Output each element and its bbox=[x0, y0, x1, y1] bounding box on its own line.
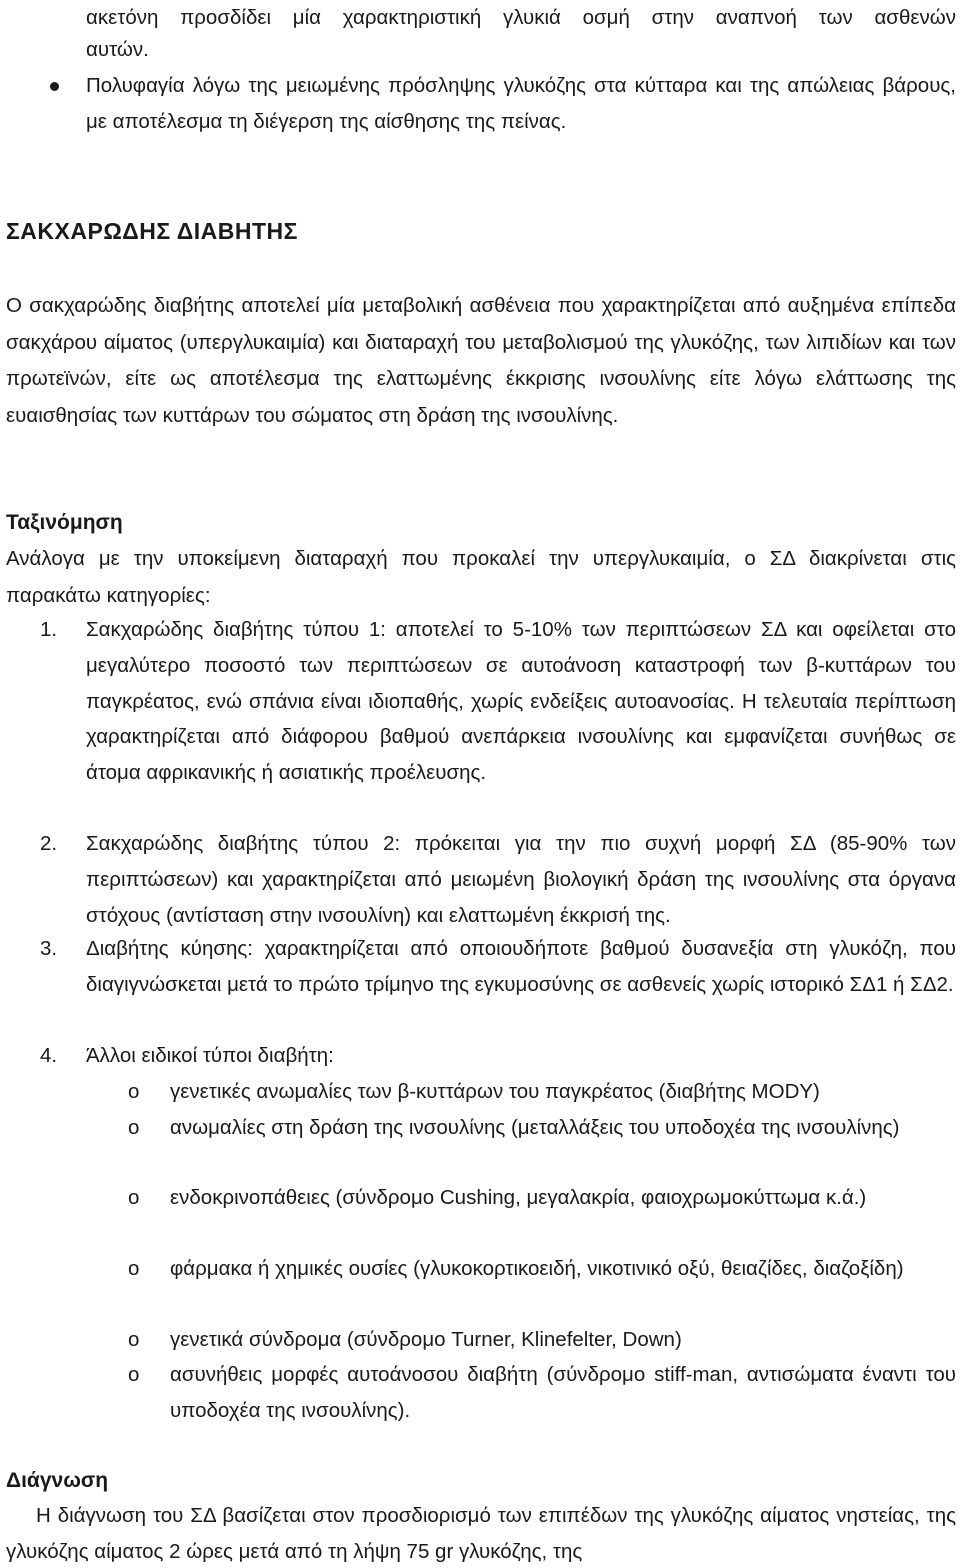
list-item-number: 3. bbox=[40, 937, 58, 960]
intro-line-1: ακετόνη προσδίδει μία χαρακτηριστική γλυκιά οσμή στην αναπνοή των ασθενών bbox=[86, 6, 956, 29]
sublist-item-text: ανωμαλίες στη δράση της ινσουλίνης (μεταλλάξεις του υποδοχέα της ινσουλίνης) bbox=[170, 1116, 900, 1139]
diagnosis-title: Διάγνωση bbox=[6, 1469, 109, 1492]
classification-title: Ταξινόμηση bbox=[6, 511, 123, 534]
list-item-number: 4. bbox=[40, 1044, 58, 1067]
circle-bullet-icon: o bbox=[128, 1186, 140, 1209]
list-item-text: Σακχαρώδης διαβήτης τύπου 1: αποτελεί το 5-10% των περιπτώσεων ΣΔ και οφείλεται στο μεγαλύτερο ποσοστό των περιπτώσεων σε αυτοάνοση καταστροφή των β-κυττάρων του παγκρέατος, ενώ σπάνια είναι ιδιοπαθής, χωρίς ενδείξεις αυτοανοσίας. Η τελευταία περίπτωση χαρακτηρίζεται από διάφορου βαθμού ανεπάρκεια ινσουλίνης και εμφανίζεται συνήθως σε άτομα αφρικανικής ή ασιατικής προέλευσης. bbox=[86, 618, 956, 785]
list-item-number: 1. bbox=[40, 618, 58, 641]
circle-bullet-icon: o bbox=[128, 1257, 140, 1280]
page-title: ΣΑΚΧΑΡΩΔΗΣ ΔΙΑΒΗΤΗΣ bbox=[6, 218, 298, 244]
sublist-item-text: γενετικά σύνδρομα (σύνδρομο Turner, Klinefelter, Down) bbox=[170, 1328, 682, 1351]
circle-bullet-icon: o bbox=[128, 1116, 140, 1139]
list-item-text: Άλλοι ειδικοί τύποι διαβήτη: bbox=[86, 1044, 334, 1067]
sublist-item-text: φάρμακα ή χημικές ουσίες (γλυκοκορτικοειδή, νικοτινικό οξύ, θειαζίδες, διαζοξίδη) bbox=[170, 1257, 904, 1280]
list-item-text: Διαβήτης κύησης: χαρακτηρίζεται από οποιουδήποτε βαθμού δυσανεξία στη γλυκόζη, που διαγιγνώσκεται μετά το πρώτο τρίμηνο της εγκυμοσύνης σε ασθενείς χωρίς ιστορικό ΣΔ1 ή ΣΔ2. bbox=[86, 937, 956, 996]
definition-paragraph: Ο σακχαρώδης διαβήτης αποτελεί μία μεταβολική ασθένεια που χαρακτηρίζεται από αυξημένα επίπεδα σακχάρου αίματος (υπεργλυκαιμία) και διαταραχή του μεταβολισμού της γλυκόζης, των λιπιδίων και των πρωτεϊνών, είτε ως αποτέλεσμα της ελαττωμένης έκκρισης ινσουλίνης είτε λόγω ελάττωσης της ευαισθησίας των κυττάρων του σώματος στη δράση της ινσουλίνης. bbox=[6, 294, 956, 427]
intro-line-2: αυτών. bbox=[86, 38, 149, 61]
diagnosis-paragraph: Η διάγνωση του ΣΔ βασίζεται στον προσδιορισμό των επιπέδων της γλυκόζης αίματος νηστείας, της γλυκόζης αίματος 2 ώρες μετά από τη λήψη 75 gr γλυκόζης, της bbox=[6, 1504, 956, 1563]
sublist-item-text: γενετικές ανωμαλίες των β-κυττάρων του παγκρέατος (διαβήτης MODY) bbox=[170, 1080, 820, 1103]
intro-bullet-text: Πολυφαγία λόγω της μειωμένης πρόσληψης γλυκόζης στα κύτταρα και της απώλειας βάρους, με αποτέλεσμα τη διέγερση της αίσθησης της πείνας. bbox=[86, 74, 956, 133]
bullet-dot-icon bbox=[50, 82, 59, 91]
list-item-text: Σακχαρώδης διαβήτης τύπου 2: πρόκειται για την πιο συχνή μορφή ΣΔ (85-90% των περιπτώσεων) και χαρακτηρίζεται από μειωμένη βιολογική δράση της ινσουλίνης στα όργανα στόχους (αντίσταση στην ινσουλίνη) και ελαττωμένη έκκρισή της. bbox=[86, 832, 956, 927]
circle-bullet-icon: o bbox=[128, 1080, 140, 1103]
list-item-number: 2. bbox=[40, 832, 58, 855]
classification-intro: Ανάλογα με την υποκείμενη διαταραχή που προκαλεί την υπεργλυκαιμία, ο ΣΔ διακρίνεται στις παρακάτω κατηγορίες: bbox=[6, 547, 956, 607]
circle-bullet-icon: o bbox=[128, 1363, 140, 1386]
circle-bullet-icon: o bbox=[128, 1328, 140, 1351]
sublist-item-text: ασυνήθεις μορφές αυτοάνοσου διαβήτη (σύνδρομο stiff-man, αντισώματα έναντι του υποδοχέα της ινσουλίνης). bbox=[170, 1363, 956, 1422]
sublist-item-text: ενδοκρινοπάθειες (σύνδρομο Cushing, μεγαλακρία, φαιοχρωμοκύττωμα κ.ά.) bbox=[170, 1186, 867, 1209]
